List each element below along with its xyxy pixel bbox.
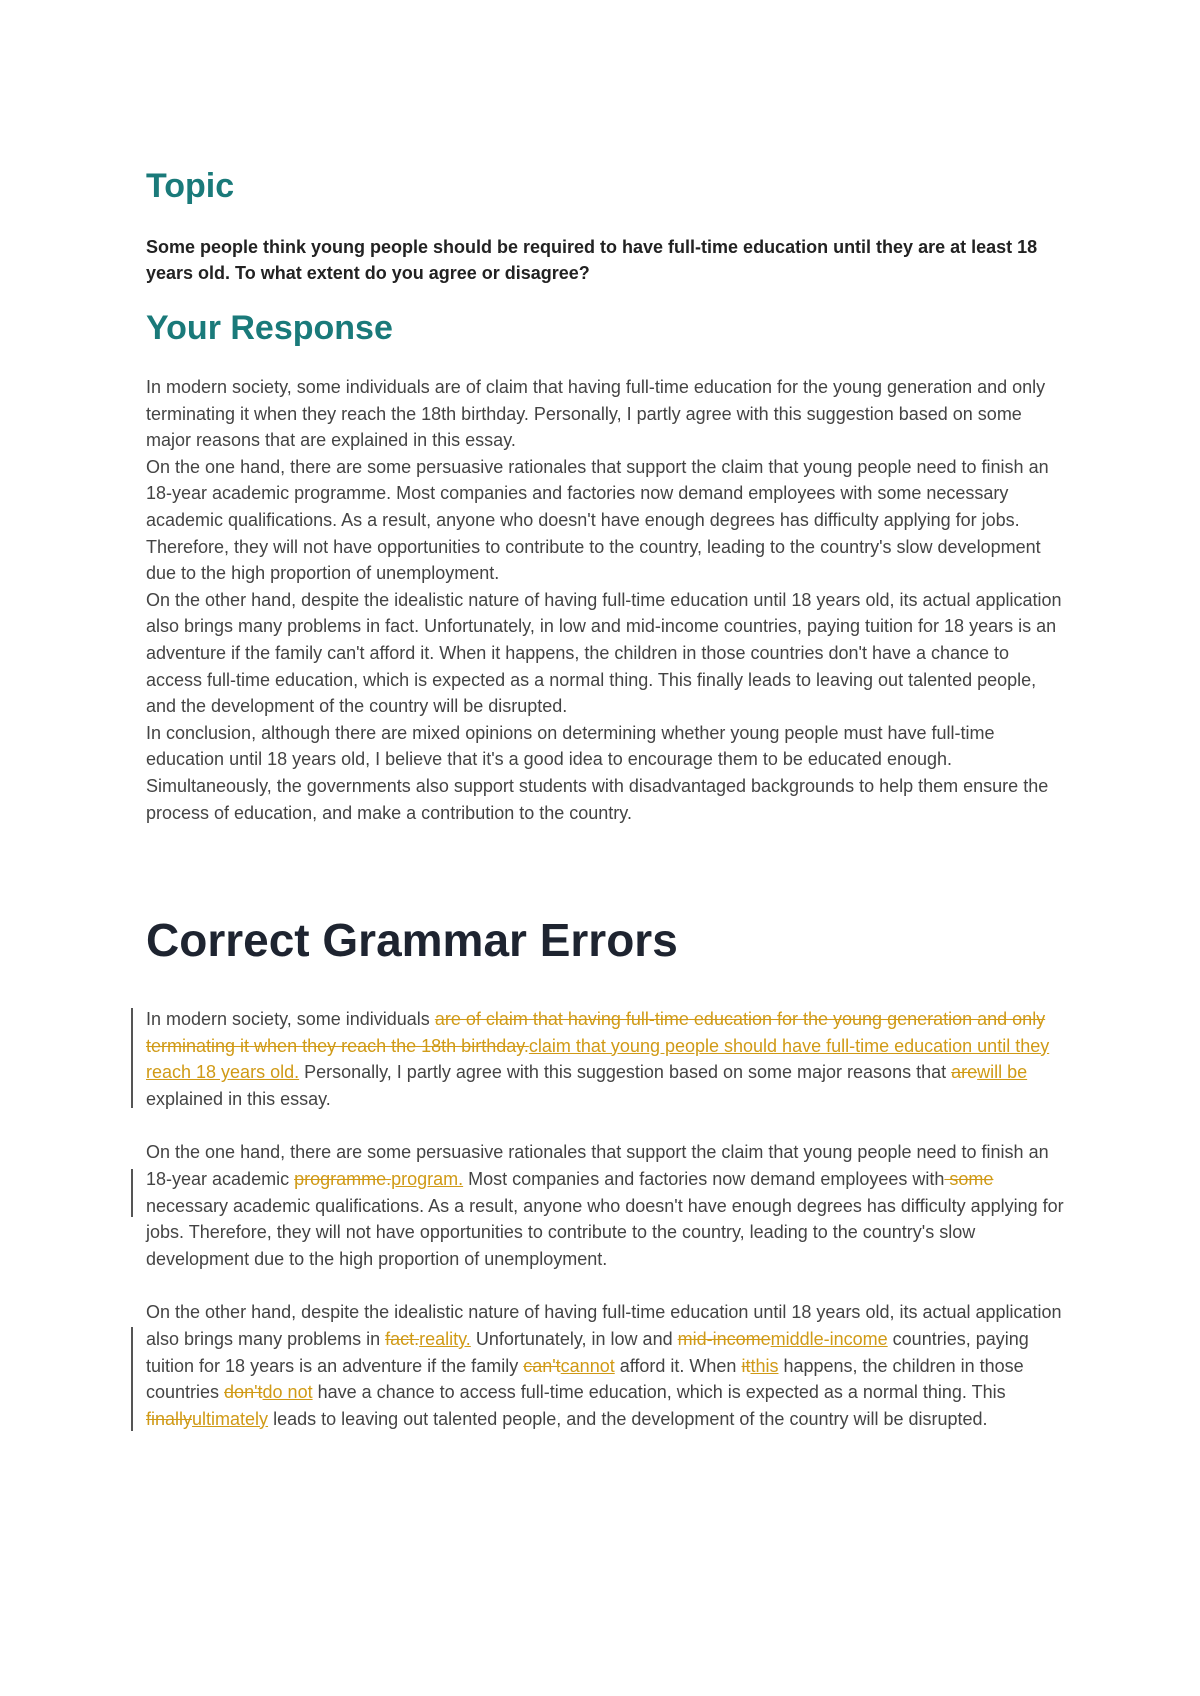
- inserted-text: reality.: [419, 1328, 471, 1349]
- deleted-text: mid-income: [677, 1328, 771, 1349]
- response-paragraph-1: In modern society, some individuals are of claim that having full-time education for the young generation and only terminating it when they reach the 18th birthday. Personally, I partly agree with this suggestion based on some major reasons that are explained in this essay.: [146, 377, 1046, 451]
- deleted-text: don't: [224, 1382, 263, 1403]
- deleted-text: fact.: [385, 1328, 420, 1349]
- deleted-text: finally: [146, 1408, 193, 1429]
- text-run: Most companies and factories now demand employees with: [463, 1168, 945, 1189]
- inserted-text: this: [750, 1355, 779, 1376]
- text-run: Unfortunately, in low and: [470, 1328, 678, 1349]
- inserted-text: claim that young people should have full-time education until they reach 18 years old.: [146, 1035, 1050, 1083]
- change-bar: [131, 1327, 133, 1431]
- inserted-text: ultimately: [192, 1408, 269, 1429]
- response-paragraph-2: On the one hand, there are some persuasive rationales that support the claim that young people need to finish an 18-year academic programme. Most companies and factories now demand employees with some necessary academic qualifications. As a result, anyone who doesn't have enough degrees has difficulty applying for jobs. Therefore, they will not have opportunities to contribute to the country, leading to the country's slow development due to the high proportion of unemployment.: [146, 456, 1049, 584]
- deleted-text: it: [741, 1355, 751, 1376]
- change-bar: [131, 1008, 133, 1108]
- corrected-paragraph-2: [146, 1139, 1066, 1272]
- grammar-heading: Correct Grammar Errors: [146, 914, 678, 966]
- change-bar: [131, 1169, 133, 1217]
- deleted-text: programme.: [294, 1168, 392, 1189]
- deleted-text: are of claim that having full-time education for the young generation and only terminating it when they reach the 18th birthday.: [146, 1009, 1046, 1056]
- text-run: On the other hand, despite the idealistic nature of having full-time education until 18 years old, its actual application also brings many problems in: [146, 1302, 1062, 1349]
- deleted-text: can't: [523, 1355, 561, 1376]
- response-heading: Your Response: [146, 309, 393, 347]
- topic-question: Some people think young people should be required to have full-time education until they are at least 18 years old. To what extent do you agree or disagree?: [146, 237, 1038, 283]
- text-run: countries, paying tuition for 18 years is an adventure if the family: [146, 1328, 1029, 1376]
- deleted-text: are: [951, 1062, 978, 1083]
- corrected-paragraph-3: [146, 1299, 1066, 1432]
- corrected-paragraph-1: [146, 1006, 1066, 1112]
- inserted-text: do not: [262, 1382, 313, 1403]
- corrected-essay: [146, 1006, 1066, 1459]
- text-run: necessary academic qualifications. As a result, anyone who doesn't have enough degrees has difficulty applying for jobs. Therefore, they will not have opportunities to contribute to the country, leading to the country's slow development due to the high proportion of unemployment.: [146, 1195, 1064, 1269]
- deleted-text: some: [944, 1168, 994, 1189]
- response-paragraph-4: In conclusion, although there are mixed opinions on determining whether young people must have full-time education until 18 years old, I believe that it's a good idea to encourage them to be educated enough. Simultaneously, the governments also support students with disadvantaged backgrounds to help them ensure the process of education, and make a contribution to the country.: [146, 722, 1049, 823]
- response-paragraph-3: On the other hand, despite the idealistic nature of having full-time education until 18 years old, its actual application also brings many problems in fact. Unfortunately, in low and mid-income countries, paying tuition for 18 years is an adventure if the family can't afford it. When it happens, the children in those countries don't have a chance to access full-time education, which is expected as a normal thing. This finally leads to leaving out talented people, and the development of the country will be disrupted.: [146, 589, 1062, 717]
- text-run: Personally, I partly agree with this suggestion based on some major reasons that: [299, 1062, 952, 1083]
- text-run: In modern society, some individuals: [146, 1009, 435, 1029]
- topic-heading: Topic: [146, 167, 235, 205]
- text-run: have a chance to access full-time education, which is expected as a normal thing. This: [312, 1382, 1006, 1403]
- response-body: [146, 374, 1066, 826]
- inserted-text: middle-income: [770, 1328, 888, 1349]
- text-run: On the one hand, there are some persuasive rationales that support the claim that young people need to finish an 18-year academic: [146, 1142, 1049, 1189]
- inserted-text: program.: [391, 1168, 464, 1189]
- text-run: leads to leaving out talented people, and the development of the country will be disrupted.: [268, 1408, 988, 1429]
- text-run: explained in this essay.: [146, 1088, 331, 1109]
- inserted-text: will be: [977, 1062, 1028, 1083]
- text-run: afford it. When: [614, 1355, 742, 1376]
- text-run: happens, the children in those countries: [146, 1355, 1024, 1403]
- inserted-text: cannot: [560, 1355, 615, 1376]
